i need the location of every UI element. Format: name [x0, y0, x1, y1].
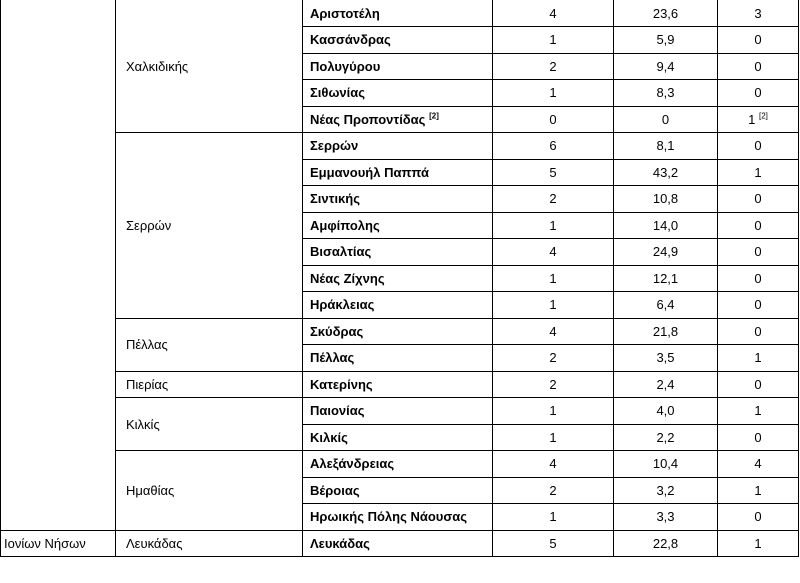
value-cell: 1: [718, 345, 799, 372]
table-row: [1, 371, 799, 398]
region-cell: [1, 0, 116, 530]
prefecture-cell: Ημαθίας: [116, 451, 303, 531]
value-cell: 1: [493, 398, 614, 425]
value-cell: 14,0: [614, 212, 718, 239]
value-cell: 3: [718, 0, 799, 27]
value-cell: 9,4: [614, 53, 718, 80]
value-cell: 0: [718, 53, 799, 80]
value-cell: 0: [718, 504, 799, 531]
value-cell: 2,2: [614, 424, 718, 451]
prefecture-cell: Κιλκίς: [116, 398, 303, 451]
value-cell: 0: [718, 265, 799, 292]
value-cell: 0: [718, 212, 799, 239]
value-cell: 0: [718, 186, 799, 213]
value-cell: 2: [493, 371, 614, 398]
municipality-cell: Αριστοτέλη: [303, 0, 493, 27]
value-cell: 0: [718, 424, 799, 451]
value-cell: 24,9: [614, 239, 718, 266]
municipality-cell: Ηράκλειας: [303, 292, 493, 319]
table-row: [1, 133, 799, 160]
value-cell: 1: [718, 159, 799, 186]
value-cell: 0: [614, 106, 718, 133]
value-cell: 2: [493, 345, 614, 372]
value-cell: 1: [493, 27, 614, 54]
municipality-cell: Νέας Ζίχνης: [303, 265, 493, 292]
region-cell: Ιονίων Νήσων: [1, 530, 116, 557]
value-cell: 4: [493, 318, 614, 345]
municipality-cell: Ηρωικής Πόλης Νάουσας: [303, 504, 493, 531]
table-row: [1, 451, 799, 478]
municipality-cell: Αμφίπολης: [303, 212, 493, 239]
value-cell: 10,8: [614, 186, 718, 213]
prefecture-cell: Χαλκιδικής: [116, 0, 303, 133]
value-cell: 0: [493, 106, 614, 133]
municipality-cell: Σιντικής: [303, 186, 493, 213]
value-cell: 1: [493, 504, 614, 531]
value-cell: 12,1: [614, 265, 718, 292]
municipality-cell: Λευκάδας: [303, 530, 493, 557]
value-cell: 10,4: [614, 451, 718, 478]
value-cell: 5: [493, 159, 614, 186]
municipality-cell: Εμμανουήλ Παππά: [303, 159, 493, 186]
municipality-name: Νέας Προποντίδας: [310, 111, 426, 127]
value-cell: 0: [718, 27, 799, 54]
municipality-cell: Βέροιας: [303, 477, 493, 504]
value-cell: 2: [493, 186, 614, 213]
table-row: [1, 530, 799, 557]
value-cell: 0: [718, 133, 799, 160]
table-row: [1, 0, 799, 27]
table-row: [1, 318, 799, 345]
value-cell: 0: [718, 318, 799, 345]
value-cell: 0: [718, 292, 799, 319]
value-cell: 1: [493, 265, 614, 292]
value-cell: 4: [493, 239, 614, 266]
value-text: 1: [748, 111, 756, 127]
value-cell: 4: [718, 451, 799, 478]
value-cell: 4,0: [614, 398, 718, 425]
municipality-cell: Κατερίνης: [303, 371, 493, 398]
value-cell: 0: [718, 371, 799, 398]
value-cell: 1: [718, 530, 799, 557]
value-cell: 1: [718, 477, 799, 504]
municipality-cell: Παιονίας: [303, 398, 493, 425]
value-cell: 8,1: [614, 133, 718, 160]
municipality-cell: Βισαλτίας: [303, 239, 493, 266]
prefecture-cell: Λευκάδας: [116, 530, 303, 557]
table-row: [1, 398, 799, 425]
municipality-cell: Σερρών: [303, 133, 493, 160]
value-cell: 5,9: [614, 27, 718, 54]
value-cell: 1: [493, 292, 614, 319]
value-cell: 2,4: [614, 371, 718, 398]
value-cell: 1: [718, 398, 799, 425]
municipality-cell: Πέλλας: [303, 345, 493, 372]
value-cell: 3,2: [614, 477, 718, 504]
prefecture-cell: Πιερίας: [116, 371, 303, 398]
municipality-cell: Αλεξάνδρειας: [303, 451, 493, 478]
municipality-cell: Σιθωνίας: [303, 80, 493, 107]
value-cell: 3,5: [614, 345, 718, 372]
value-cell: 21,8: [614, 318, 718, 345]
municipality-cell: Κιλκίς: [303, 424, 493, 451]
value-cell: 22,8: [614, 530, 718, 557]
value-cell: 2: [493, 53, 614, 80]
municipality-cell: Κασσάνδρας: [303, 27, 493, 54]
prefecture-cell: Σερρών: [116, 133, 303, 319]
value-cell: 6: [493, 133, 614, 160]
value-cell: 1: [493, 424, 614, 451]
value-cell: 4: [493, 0, 614, 27]
prefecture-cell: Πέλλας: [116, 318, 303, 371]
value-cell: 0: [718, 80, 799, 107]
value-cell: 43,2: [614, 159, 718, 186]
value-cell: 2: [493, 477, 614, 504]
value-cell: 0: [718, 239, 799, 266]
footnote-ref: [2]: [758, 111, 768, 121]
municipality-cell: Σκύδρας: [303, 318, 493, 345]
value-cell: 5: [493, 530, 614, 557]
value-cell: 3,3: [614, 504, 718, 531]
value-cell: 4: [493, 451, 614, 478]
value-cell: 6,4: [614, 292, 718, 319]
value-cell: [718, 106, 799, 133]
footnote-ref: [2]: [429, 111, 439, 121]
value-cell: 1: [493, 212, 614, 239]
value-cell: 8,3: [614, 80, 718, 107]
value-cell: 23,6: [614, 0, 718, 27]
municipality-cell: Πολυγύρου: [303, 53, 493, 80]
municipality-cell: [303, 106, 493, 133]
value-cell: 1: [493, 80, 614, 107]
